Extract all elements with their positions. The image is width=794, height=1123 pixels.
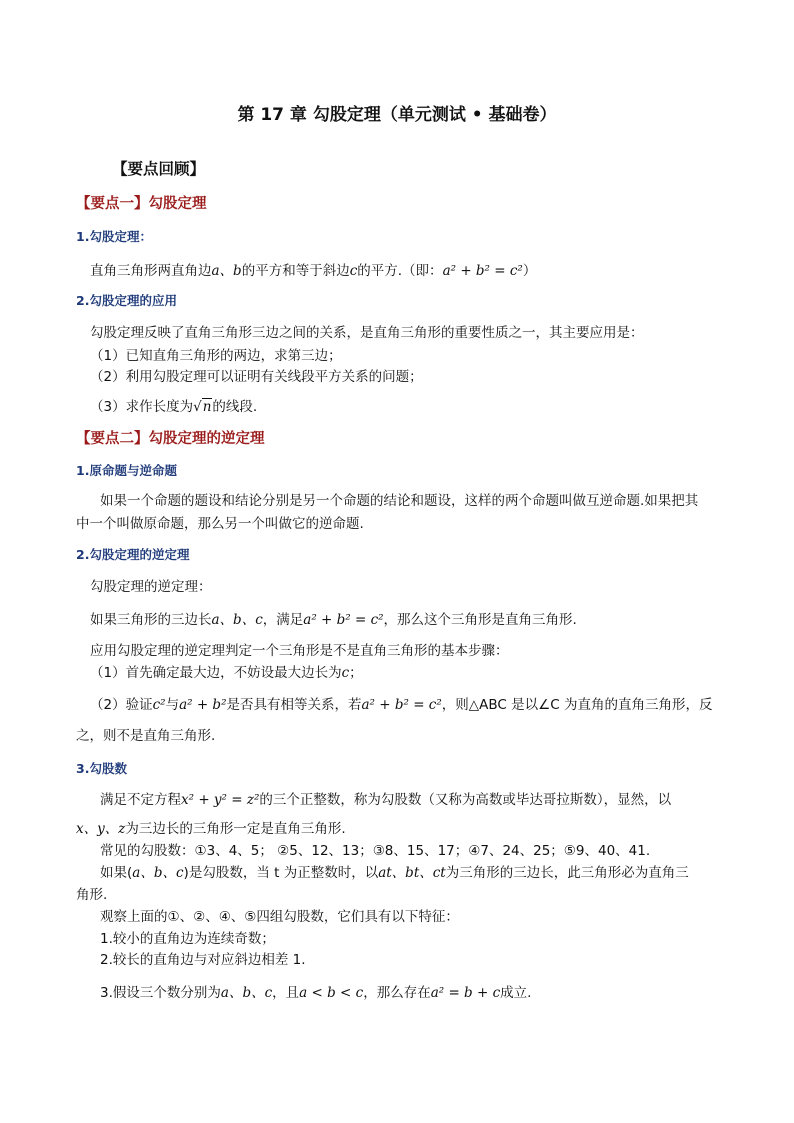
paragraph [100,984,531,1002]
math-a2b2: a² + b² [179,697,227,713]
text: （3）求作长度为 [90,399,194,415]
subheading-2-3: 3.勾股数 [76,761,127,776]
math-c: c [341,665,350,681]
paragraph [90,611,577,629]
section-heading-1: 【要点一】勾股定理 [76,196,207,212]
text: ，且 [272,985,300,1001]
paragraph [100,791,671,809]
text: 的三个正整数，称为勾股数（又称为高数或毕达哥拉斯数），显然，以 [259,792,672,808]
text: )是勾股数，当 t 为正整数时，以 [183,865,379,881]
math-equation: a² + b² = c² [361,697,442,713]
math-ab: a、b [211,263,242,279]
paragraph: 如果一个命题的题设和结论分别是另一个命题的结论和题设，这样的两个命题叫做互逆命题.如果把其 [100,493,699,509]
text: 是否具有相等关系，若 [226,697,362,713]
paragraph: 2.较长的直角边与对应斜边相差 1. [100,952,306,968]
subheading-2-2: 2.勾股定理的逆定理 [76,547,190,562]
paragraph: （1）已知直角三角形的两边，求第三边； [90,348,342,364]
paragraph [90,696,712,714]
math-xyz: x、y、z [76,821,126,837]
sqrt-n: √n [193,399,212,415]
text: 如果三角形的三边长 [90,612,212,628]
text: ； [349,665,363,681]
paragraph-definition [90,262,536,280]
paragraph: 应用勾股定理的逆定理判定一个三角形是不是直角三角形的基本步骤： [90,643,509,659]
text: 直角三角形两直角边 [90,263,212,279]
math-formula: a² + b² = c² [442,263,523,279]
math-inequality: a < b < c [299,985,364,1001]
text: 的平方和等于斜边 [241,263,350,279]
paragraph: 中一个叫做原命题，那么另一个叫做它的逆命题. [76,516,364,532]
text: ，满足 [262,612,304,628]
paragraph: 常见的勾股数：①3、4、5； ②5、12、13；③8、15、17；④7、24、25；⑤9、40、41. [100,843,651,859]
math-xyz-equation: x² + y² = z² [181,792,260,808]
text: 满足不定方程 [100,792,181,808]
text: 如果( [100,865,133,881]
math-c: c [349,263,358,279]
paragraph: 之，则不是直角三角形. [76,728,216,744]
math-atbtct: at、bt、ct [378,865,446,881]
paragraph [90,664,363,682]
math-abc: a、b、c [132,865,184,881]
paragraph [90,398,257,416]
subheading-1-2: 2.勾股定理的应用 [76,293,177,308]
review-heading: 【要点回顾】 [112,160,206,178]
text: 成立. [500,985,532,1001]
math-abc: a、b、c [220,985,273,1001]
text: ，那么这个三角形是直角三角形. [383,612,577,628]
text: ，那么存在 [363,985,431,1001]
text: （2）验证 [90,697,153,713]
text: 的线段. [212,399,258,415]
subheading-2-1: 1.原命题与逆命题 [76,463,177,478]
paragraph: 勾股定理的逆定理： [90,579,212,595]
text: ，则△ABC 是以∠C 为直角的直角三角形，反 [441,697,713,713]
math-c2: c² [152,697,166,713]
paragraph: 1.较小的直角边为连续奇数； [100,931,275,947]
text: 为三角形的三边长，此三角形必为直角三 [445,865,689,881]
text: 的平方.（即： [357,263,443,279]
text: （1）首先确定最大边，不妨设最大边长为 [90,665,342,681]
text: 3.假设三个数分别为 [100,985,221,1001]
text: ） [522,263,537,279]
math-a2: a² = b + c [430,985,501,1001]
math-abc: a、b、c [211,612,263,628]
paragraph: 观察上面的①、②、④、⑤四组勾股数，它们具有以下特征： [100,909,459,925]
paragraph: 角形. [76,887,108,903]
page-title: 第 17 章 勾股定理（单元测试 • 基础卷） [237,105,557,125]
paragraph [100,864,689,882]
paragraph: （2）利用勾股定理可以证明有关线段平方关系的问题； [90,369,423,385]
text: 为三边长的三角形一定是直角三角形. [125,821,346,837]
paragraph: 勾股定理反映了直角三角形三边之间的关系，是直角三角形的重要性质之一，其主要应用是： [90,325,644,341]
section-heading-2: 【要点二】勾股定理的逆定理 [76,431,265,447]
text: 与 [165,697,180,713]
math-equation: a² + b² = c² [303,612,384,628]
subheading-1-1: 1.勾股定理： [76,229,152,244]
paragraph [76,820,346,838]
